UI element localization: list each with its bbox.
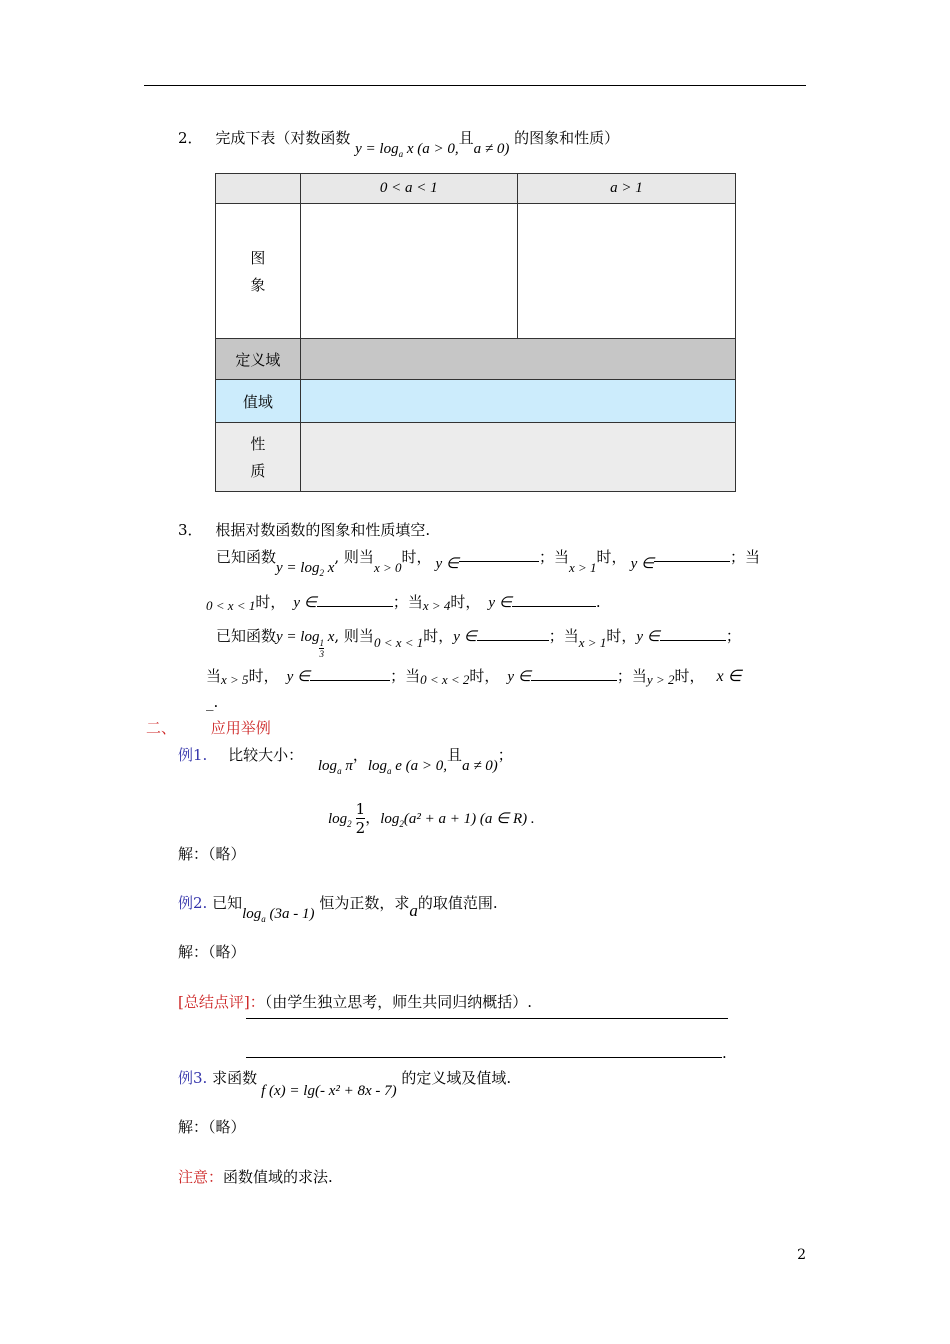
ex3-solution: 解：（略） <box>178 1118 246 1136</box>
blank-4[interactable] <box>512 592 596 607</box>
ex3-a: 求函数 <box>212 1069 258 1087</box>
l3-sub-num: 1 <box>319 638 324 648</box>
table-header-row <box>216 174 736 204</box>
ex1-f1-main: log <box>317 758 338 774</box>
ex1-comma1: ， <box>352 746 368 764</box>
ex3-label: 例3. <box>178 1069 208 1087</box>
l3-c: 0 < x < 1 <box>373 635 424 650</box>
q3-line5: _. <box>206 693 219 711</box>
l3-a: 已知函数 <box>216 627 277 645</box>
q2-cond: a ≠ 0) <box>473 141 510 157</box>
ex1-f2-main: log <box>367 758 388 774</box>
ex2-func-sub: a <box>261 914 266 924</box>
l1-g: x > 1 <box>569 560 597 575</box>
ex1-comma2: ， <box>365 808 381 827</box>
l3-func <box>276 629 335 659</box>
section2-number: 二、 <box>146 719 177 737</box>
header-rule <box>144 85 806 86</box>
label-zhi: 质 <box>250 462 266 480</box>
l2-d: ；当 <box>392 593 423 611</box>
l3-func-main: y = log <box>276 629 320 645</box>
l1-h: 时， <box>596 548 627 566</box>
l3-b: , 则当 <box>334 627 374 645</box>
blank-5[interactable] <box>477 626 549 641</box>
blank-8[interactable] <box>531 666 617 681</box>
l4-j: y > 2 <box>646 672 675 687</box>
l4-a: 当 <box>206 667 222 685</box>
note-line <box>178 1167 333 1187</box>
ex1-f1 <box>318 758 353 774</box>
ex1-f4-x: (a² + a + 1) (a ∈ R) . <box>403 810 535 827</box>
ex3-b: 的定义域及值域. <box>401 1069 512 1087</box>
q3-line1 <box>216 547 761 578</box>
ex1-f2-sub: a <box>387 766 392 776</box>
l1-func-x: x <box>323 560 335 576</box>
ex1-semi: ； <box>497 746 513 764</box>
l4-b: x > 5 <box>221 672 249 687</box>
l3-i: 时， <box>606 627 637 645</box>
ex1-f1-sub: a <box>337 766 342 776</box>
ex1-f2-x: e (a > 0, <box>391 758 448 774</box>
l4-l: x ∈ <box>716 668 742 685</box>
summary-text: （由学生独立思考，师生共同归纳概括）. <box>264 993 532 1011</box>
l2-b: 时， <box>255 593 286 611</box>
ex1-qie: 且 <box>447 746 463 764</box>
l4-k: 时， <box>674 667 705 685</box>
summary-label: [总结点评]： <box>178 993 265 1011</box>
l2-e: x > 4 <box>422 598 451 613</box>
q2-formula-main: y = log <box>355 141 399 157</box>
l1-func <box>276 560 334 576</box>
table-row-label-graph <box>216 204 301 339</box>
cell-range[interactable] <box>300 380 735 423</box>
l4-f: 0 < x < 2 <box>420 672 470 687</box>
l2-g: y ∈ <box>488 595 512 611</box>
label-xing: 性 <box>250 435 266 453</box>
q2-formula <box>355 141 458 157</box>
section2-title: 应用举例 <box>210 719 271 737</box>
ex1-frac-num: 1 <box>355 800 366 818</box>
cell-properties[interactable] <box>300 423 735 492</box>
l3-h: x > 1 <box>578 635 607 650</box>
table-col-a-gt-1: a > 1 <box>517 174 735 204</box>
ex3-line <box>178 1068 512 1099</box>
q3-title <box>178 520 430 540</box>
q2-tail: 的图象和性质） <box>514 129 620 147</box>
l2-a: 0 < x < 1 <box>206 598 256 613</box>
log-function-table <box>215 173 736 492</box>
note-text: 函数值域的求法. <box>223 1168 333 1186</box>
ex3-func: f (x) = lg(- x² + 8x - 7) <box>261 1083 397 1099</box>
l1-func-main: y = log <box>276 560 320 576</box>
l1-i: y ∈ <box>630 556 655 572</box>
ex1-f4-main: log <box>380 810 400 827</box>
ex1-solution: 解：（略） <box>178 845 246 863</box>
summary-blank-2[interactable] <box>246 1057 722 1058</box>
ex2-func-main: log <box>242 906 262 922</box>
blank-6[interactable] <box>660 626 726 641</box>
page-number: 2 <box>797 1247 806 1263</box>
ex1-f4 <box>380 811 534 827</box>
l1-func-sub: 2 <box>319 568 324 578</box>
q2-text: 完成下表（对数函数 <box>215 129 351 147</box>
table-row-domain <box>216 339 736 380</box>
ex2-func-x: (3a - 1) <box>265 906 315 922</box>
ex1-frac-den: 2 <box>355 819 366 837</box>
q2-line <box>178 128 620 159</box>
summary-end: . <box>722 1044 727 1062</box>
ex2-label: 例2. <box>178 894 208 912</box>
ex2-c: a <box>409 901 418 920</box>
ex2-a: 已知 <box>212 894 243 912</box>
table-row-graph <box>216 204 736 339</box>
l4-g: 时， <box>469 667 500 685</box>
l4-h: y ∈ <box>507 669 531 685</box>
table-header-empty <box>216 174 301 204</box>
l1-e: y ∈ <box>435 556 459 572</box>
l2-c: y ∈ <box>293 595 317 611</box>
l1-f2: ；当 <box>538 548 569 566</box>
ex1-f3 <box>328 811 352 827</box>
l1-b: , 则当 <box>334 548 374 566</box>
l1-j: ；当 <box>730 548 761 566</box>
q3-line3 <box>216 626 741 659</box>
ex1-line1 <box>178 745 513 776</box>
q2-formula-rest: x (a > 0, <box>403 141 459 157</box>
l3-g: ；当 <box>548 627 579 645</box>
l2-f: 时， <box>450 593 481 611</box>
l3-k: ； <box>725 627 741 645</box>
q3-text: 根据对数函数的图象和性质填空. <box>215 521 431 539</box>
note-label: 注意： <box>178 1168 224 1186</box>
ex2-d: 的取值范围. <box>417 894 498 912</box>
l3-e: y ∈ <box>453 629 477 645</box>
table-row-properties <box>216 423 736 492</box>
ex1-f1-x: π <box>341 758 353 774</box>
ex1-fraction <box>356 800 366 837</box>
l4-i: ；当 <box>616 667 647 685</box>
table-row-label-range: 值域 <box>216 380 301 423</box>
ex2-solution: 解：（略） <box>178 943 246 961</box>
q3-number: 3． <box>178 521 203 539</box>
ex1-f4-sub: 2 <box>399 818 404 829</box>
ex1-label: 例1. <box>178 746 208 764</box>
blank-3[interactable] <box>317 592 393 607</box>
blank-2[interactable] <box>654 547 730 562</box>
l1-c: x > 0 <box>373 560 402 575</box>
q3-line2 <box>206 592 601 613</box>
summary-line <box>178 992 532 1012</box>
cell-graph-a-gt-1[interactable] <box>517 204 735 339</box>
l1-d: 时， <box>401 548 432 566</box>
ex2-func <box>242 906 314 922</box>
l4-c: 时， <box>248 667 279 685</box>
table-row-label-properties <box>216 423 301 492</box>
l3-sub-den: 3 <box>319 649 324 659</box>
q2-formula-sub: a <box>398 149 404 159</box>
l4-d: y ∈ <box>286 669 311 685</box>
table-col-a-lt-1: 0 < a < 1 <box>300 174 517 204</box>
cell-graph-a-lt-1[interactable] <box>300 204 517 339</box>
ex1-f3-main: log <box>328 810 348 827</box>
ex1-f3-sub: 2 <box>347 818 352 829</box>
cell-domain[interactable] <box>300 339 735 380</box>
label-xiang: 象 <box>250 276 266 294</box>
ex1-line2 <box>328 800 535 837</box>
label-tu: 图 <box>250 249 266 267</box>
l1-a: 已知函数 <box>216 548 277 566</box>
l3-d: 时， <box>423 627 454 645</box>
l2-h: . <box>595 593 601 611</box>
q3-line4 <box>206 666 742 687</box>
ex1-cond: a ≠ 0) <box>462 758 498 774</box>
q2-qie: 且 <box>458 129 474 147</box>
q2-number: 2． <box>178 129 203 147</box>
ex1-text: 比较大小： <box>228 746 304 764</box>
summary-blank-1[interactable] <box>246 1018 728 1019</box>
ex2-line <box>178 893 498 924</box>
table-row-range <box>216 380 736 423</box>
ex1-f2 <box>368 758 447 774</box>
l3-j: y ∈ <box>636 629 660 645</box>
blank-7[interactable] <box>310 666 390 681</box>
ex2-b: 恒为正数，求 <box>319 894 410 912</box>
section2-heading <box>146 718 271 738</box>
table-row-label-domain: 定义域 <box>216 339 301 380</box>
blank-1[interactable] <box>459 547 539 562</box>
l3-func-x: x <box>323 629 335 645</box>
l4-e: ；当 <box>390 667 421 685</box>
